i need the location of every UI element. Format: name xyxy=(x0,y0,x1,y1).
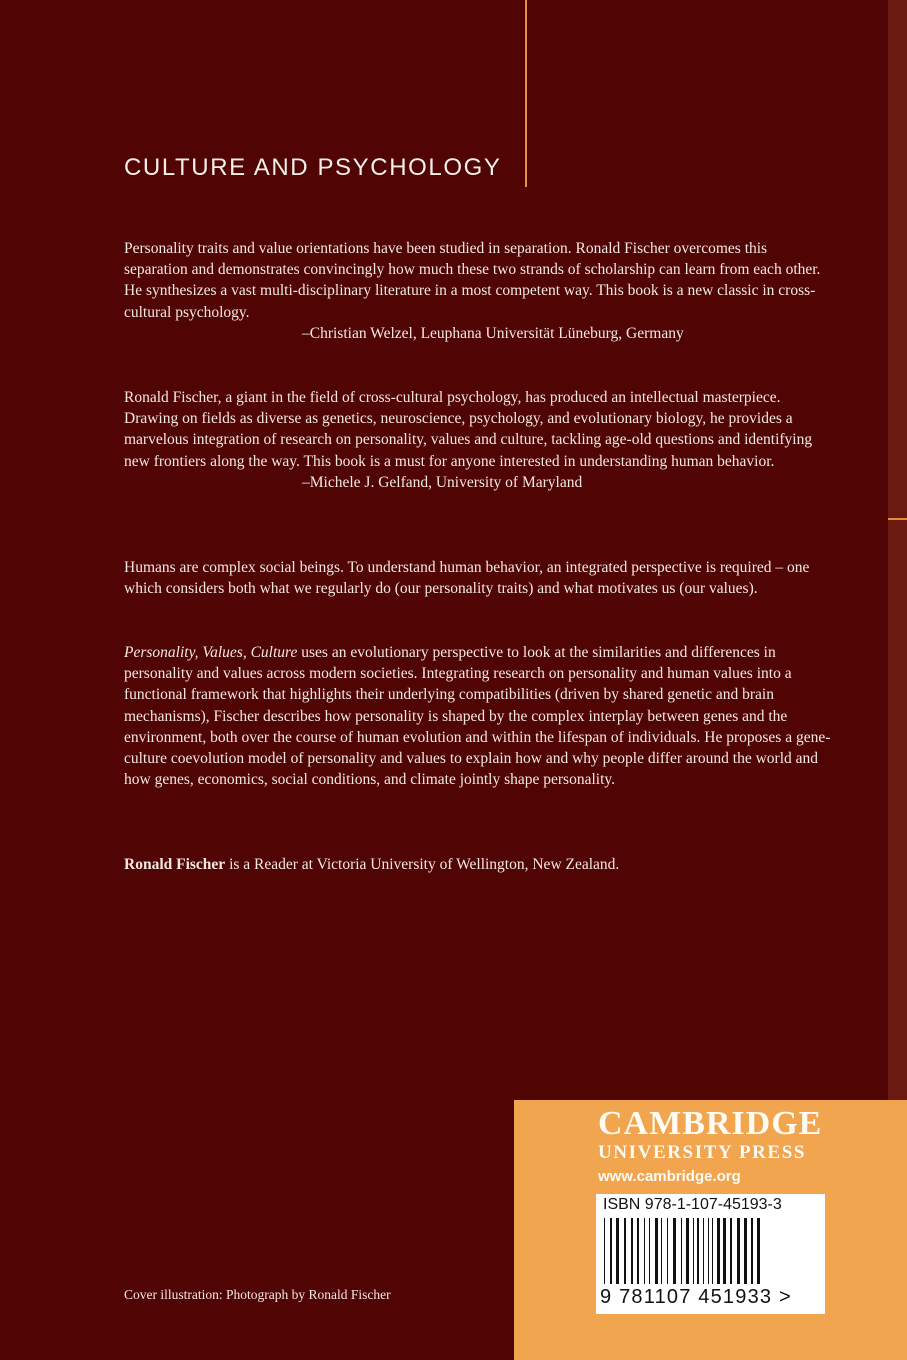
endorsement-attribution: –Christian Welzel, Leuphana Universität Lüneburg, Germany xyxy=(302,324,684,342)
series-title: CULTURE AND PSYCHOLOGY xyxy=(124,154,502,181)
isbn-barcode xyxy=(596,1194,825,1314)
publisher-url[interactable]: www.cambridge.org xyxy=(598,1168,741,1185)
barcode-bar xyxy=(661,1218,662,1284)
publisher-subname: UNIVERSITY PRESS xyxy=(598,1142,807,1163)
cover-credit: Cover illustration: Photograph by Ronald Fischer xyxy=(124,1287,391,1302)
endorsement-gelfand xyxy=(124,387,834,493)
barcode-bar xyxy=(693,1218,694,1284)
publisher-name: CAMBRIDGE xyxy=(598,1105,823,1142)
barcode-bar xyxy=(644,1218,645,1284)
endorsement-welzel xyxy=(124,238,834,344)
barcode-bar xyxy=(712,1218,713,1284)
barcode-bar xyxy=(667,1218,668,1284)
endorsement-quote: Personality traits and value orientations have been studied in separation. Ronald Fischer overcomes this separation and demonstrates convincingly how much these two strands of scholarship can learn from each other. He synthesizes a vast multi-disciplinary literature in a most competent way. This book is a new classic in cross-cultural psychology. xyxy=(124,240,821,321)
endorsement-attribution: –Michele J. Gelfand, University of Maryland xyxy=(302,473,583,491)
barcode-bar xyxy=(624,1218,626,1284)
author-bio-text: is a Reader at Victoria University of Wellington, New Zealand. xyxy=(225,856,620,873)
barcode-bar xyxy=(604,1218,605,1284)
barcode-bar xyxy=(717,1218,720,1284)
publisher-panel xyxy=(514,1100,907,1360)
description-paragraph-1 xyxy=(124,557,834,599)
barcode-bar xyxy=(757,1218,760,1284)
vertical-accent-line xyxy=(525,0,527,187)
barcode-bar xyxy=(723,1218,726,1284)
barcode-bar xyxy=(708,1218,709,1284)
barcode-bar xyxy=(737,1218,740,1284)
barcode-bar xyxy=(686,1218,689,1284)
author-name: Ronald Fischer xyxy=(124,856,226,873)
barcode-bar xyxy=(631,1218,633,1284)
description-text: Humans are complex social beings. To understand human behavior, an integrated perspective is required – one which considers both what we regularly do (our personality traits) and what motivates us (our values). xyxy=(124,559,810,598)
right-edge-stripe xyxy=(888,0,907,1100)
barcode-bar xyxy=(697,1218,699,1284)
author-bio xyxy=(124,854,834,875)
barcode-bar xyxy=(637,1218,639,1284)
description-text xyxy=(124,642,834,790)
barcode-bar xyxy=(610,1218,612,1284)
barcode-bar xyxy=(730,1218,732,1284)
barcode-bar xyxy=(751,1218,753,1284)
barcode-digits: 9 781107 451933 > xyxy=(600,1286,792,1308)
barcode-bar xyxy=(655,1218,658,1284)
barcode-bar xyxy=(744,1218,747,1284)
barcode-bar xyxy=(681,1218,682,1284)
stripe-tick-mark xyxy=(888,518,907,520)
book-title: Personality, Values, Culture xyxy=(124,644,298,661)
barcode-bar xyxy=(616,1218,619,1284)
description-paragraph-2 xyxy=(124,642,834,790)
barcode-bar xyxy=(673,1218,676,1284)
barcode-bar xyxy=(703,1218,704,1284)
endorsement-quote: Ronald Fischer, a giant in the field of cross-cultural psychology, has produced an intellectual masterpiece. Drawing on fields as diverse as genetics, neuroscience, psychology, and evolutionary biology, he provides a marvelous integration of research on personality, values and culture, tackling age-old questions and identifying new frontiers along the way. This book is a must for anyone interested in understanding human behavior. xyxy=(124,389,813,470)
barcode-bars xyxy=(602,1218,817,1286)
isbn-label: ISBN 978-1-107-45193-3 xyxy=(603,1196,782,1213)
barcode-bar xyxy=(649,1218,650,1284)
description-body: uses an evolutionary perspective to look at the similarities and differences in personality and values across modern societies. Integrating research on personality and human values into a functional framework that highlights their underlying compatibilities (driven by shared genetic and brain mechanisms), Fischer describes how personality is shaped by the complex interplay between genes and the environment, both over the course of human evolution and within the lifespan of individuals. He proposes a gene-culture coevolution model of personality and values to explain how and why people differ around the world and how genes, economics, social conditions, and climate jointly shape personality. xyxy=(124,644,831,789)
